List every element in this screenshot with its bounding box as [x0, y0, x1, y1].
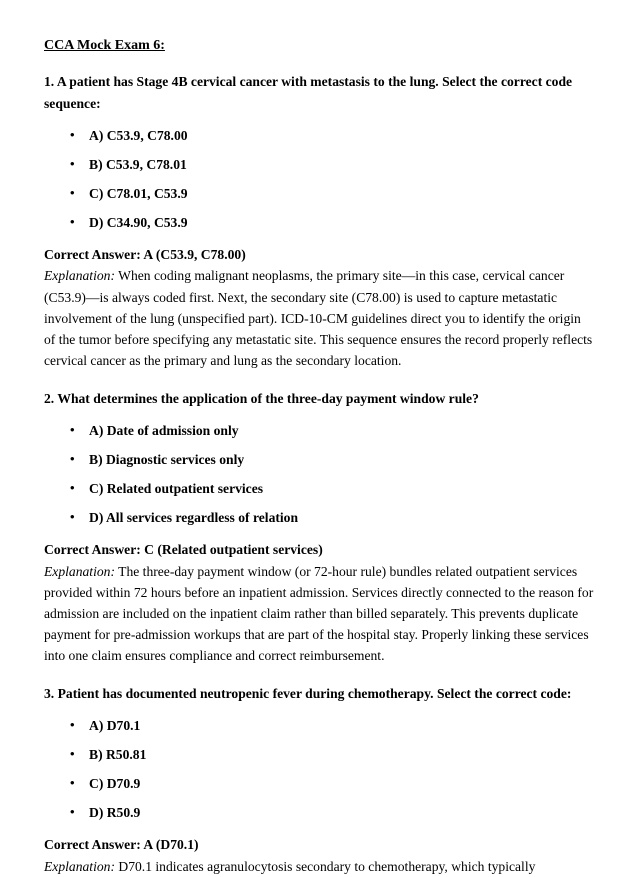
bullet-icon: • [70, 127, 75, 143]
option-item [44, 184, 595, 204]
option-label: B) R50.81 [89, 747, 147, 763]
explanation [44, 856, 595, 877]
option-label: B) C53.9, C78.01 [89, 156, 187, 172]
question-block-3 [44, 683, 595, 877]
option-item [44, 421, 595, 441]
explanation [44, 265, 595, 371]
option-item [44, 479, 595, 499]
option-label: C) D70.9 [89, 776, 141, 791]
option-item [44, 716, 595, 736]
bullet-icon: • [70, 479, 75, 495]
option-label: C) Related outpatient services [89, 480, 264, 496]
option-item [44, 155, 595, 175]
option-item [44, 450, 595, 470]
option-item [44, 745, 595, 765]
bullet-icon: • [70, 213, 75, 229]
options-list [44, 126, 595, 233]
page-title: CCA Mock Exam 6: [44, 38, 165, 53]
option-item [44, 126, 595, 146]
bullet-icon: • [70, 451, 75, 467]
option-item [44, 508, 595, 528]
option-item [44, 213, 595, 233]
bullet-icon: • [70, 775, 75, 790]
explanation-label: Explanation: [44, 268, 115, 284]
option-item [44, 803, 595, 823]
option-label: C) C78.01, C53.9 [89, 185, 188, 201]
explanation-text: The three-day payment window (or 72-hour rule) bundles related outpatient services provided within 72 hours before an inpatient admission. Services directly connected to the reason for admission are included on the inpatient claim rather than billed separately. This prevents duplicate payment for pre-admission workups that are part of the hospital stay. Properly linking these services into one claim ensures compliance and correct reimbursement. [44, 563, 594, 664]
options-list [44, 716, 595, 823]
option-item [44, 774, 595, 794]
correct-answer: Correct Answer: C (Related outpatient services) [44, 542, 323, 558]
question-block-1 [44, 71, 595, 371]
correct-answer: Correct Answer: A (C53.9, C78.00) [44, 247, 246, 263]
option-label: D) All services regardless of relation [89, 509, 299, 525]
explanation-text: When coding malignant neoplasms, the primary site—in this case, cervical cancer (C53.9)—is always coded first. Next, the secondary site (C78.00) is used to capture metastatic involvement of the lung (unspecified part). ICD-10-CM guidelines direct you to identify the origin of the tumor before specifying any metastatic site. This sequence ensures the record properly reflects cervical cancer as the primary and lung as the secondary location. [44, 268, 593, 368]
option-label: D) C34.90, C53.9 [89, 214, 188, 230]
option-label: D) R50.9 [89, 804, 141, 820]
question-text: 3. Patient has documented neutropenic fever during chemotherapy. Select the correct code: [44, 686, 572, 702]
bullet-icon: • [70, 184, 75, 200]
options-list [44, 421, 595, 528]
explanation-label: Explanation: [44, 563, 115, 579]
explanation-text: D70.1 indicates agranulocytosis secondary to chemotherapy, which typically [118, 858, 536, 874]
option-label: A) Date of admission only [89, 423, 239, 439]
bullet-icon: • [70, 803, 75, 819]
bullet-icon: • [70, 746, 75, 762]
explanation [44, 561, 595, 667]
bullet-icon: • [70, 155, 75, 171]
option-label: A) C53.9, C78.00 [89, 128, 188, 144]
question-text: 1. A patient has Stage 4B cervical cancer with metastasis to the lung. Select the correct code sequence: [44, 74, 573, 112]
explanation-label: Explanation: [44, 858, 115, 874]
question-text: 2. What determines the application of the three-day payment window rule? [44, 391, 479, 407]
question-block-2 [44, 388, 595, 666]
bullet-icon: • [70, 422, 75, 438]
bullet-icon: • [70, 508, 75, 524]
option-label: A) D70.1 [89, 718, 141, 734]
correct-answer: Correct Answer: A (D70.1) [44, 837, 199, 853]
option-label: B) Diagnostic services only [89, 452, 245, 468]
bullet-icon: • [70, 717, 75, 733]
